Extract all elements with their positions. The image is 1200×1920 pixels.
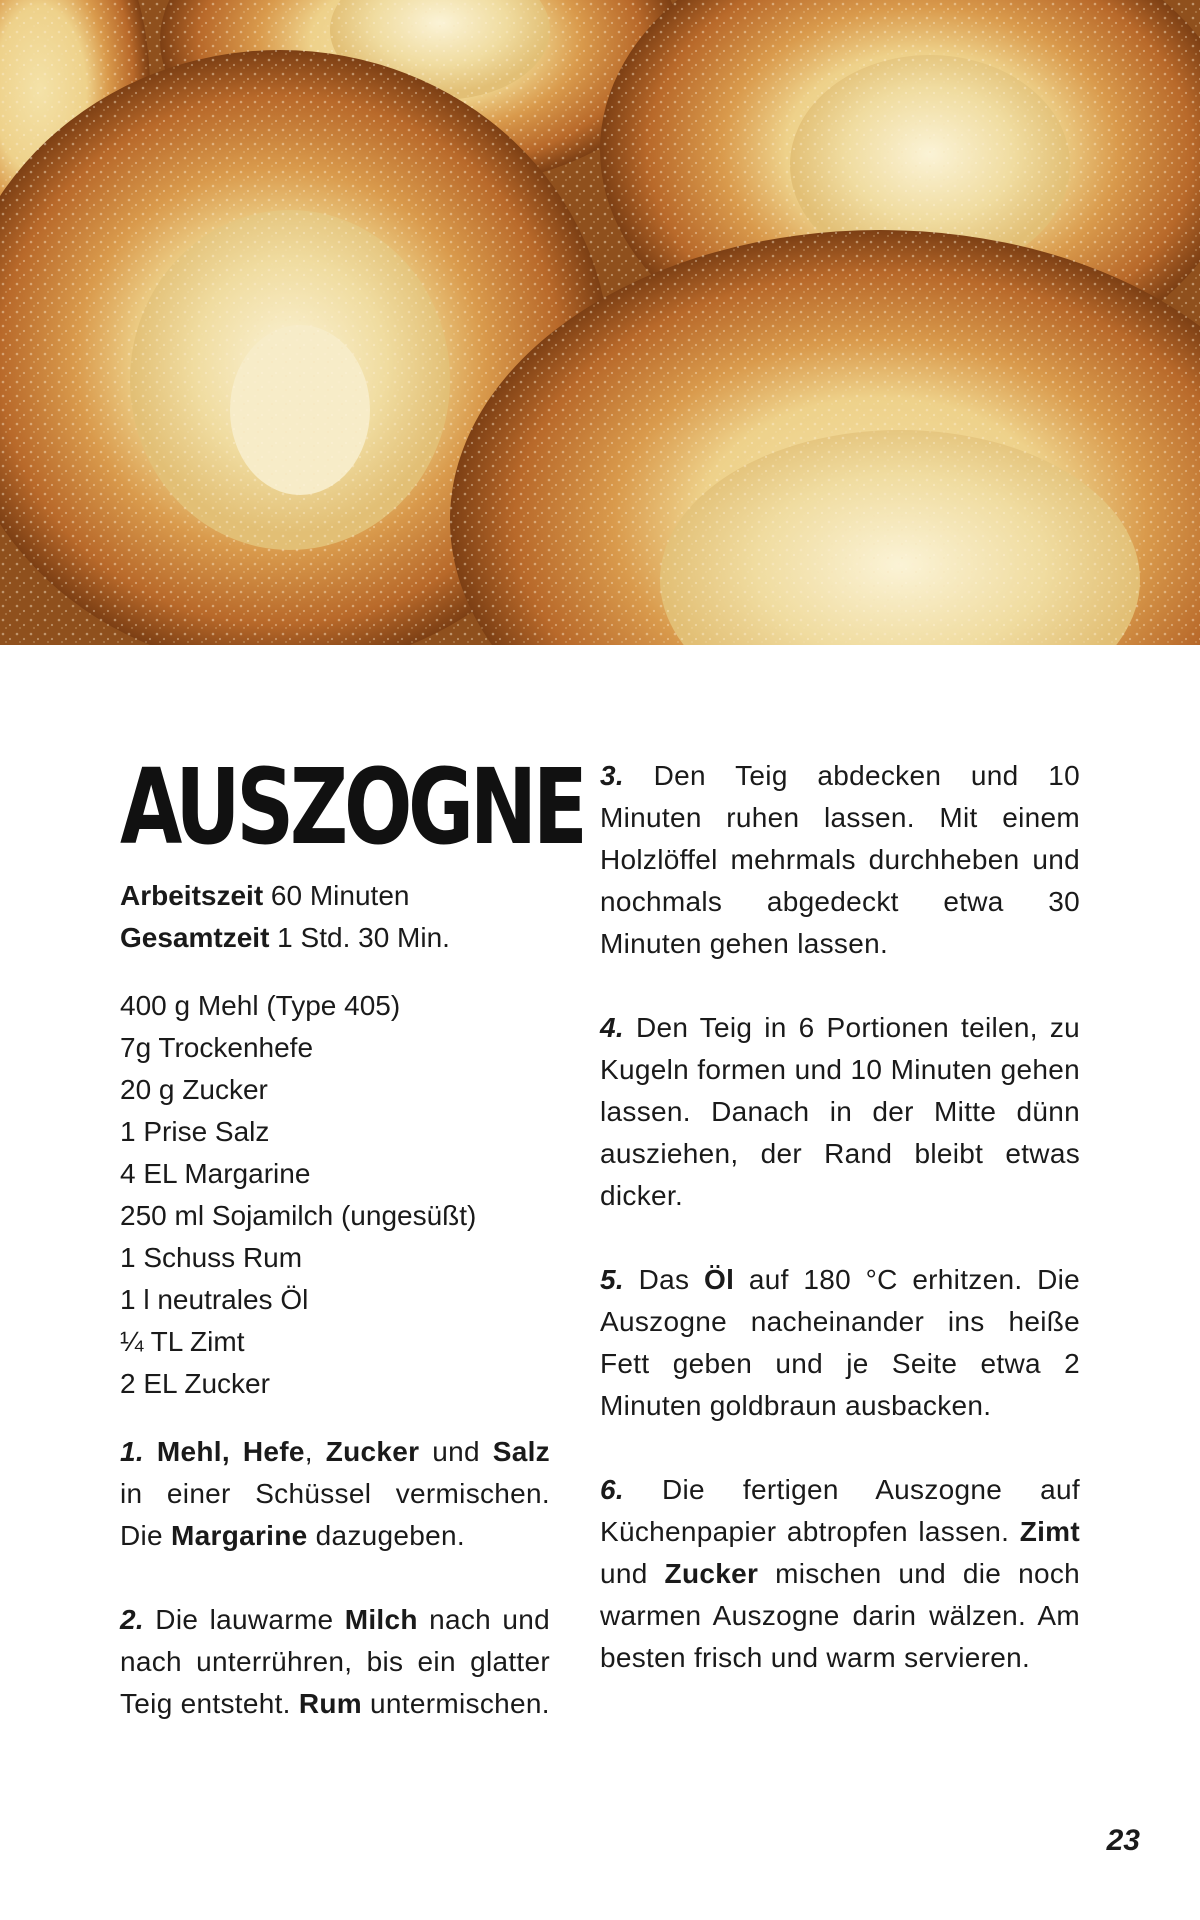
step-text: Den Teig abdecken und 10 Minuten ruhen lassen. Mit einem Holzlöffel mehrmals durchheben und nochmals abgedeckt etwa 30 Minuten gehen lassen. bbox=[600, 760, 1080, 959]
step-bold: Zucker bbox=[325, 1436, 420, 1467]
step-6 bbox=[600, 1469, 1080, 1679]
step-2 bbox=[120, 1599, 550, 1725]
ingredient-item: 1 Schuss Rum bbox=[120, 1242, 303, 1273]
step-text: Das bbox=[623, 1264, 704, 1295]
ingredient-item: ¼ TL Zimt bbox=[120, 1326, 245, 1357]
step-5 bbox=[600, 1259, 1080, 1427]
step-text: dazugeben. bbox=[307, 1520, 465, 1551]
work-time-label: Arbeitszeit bbox=[120, 880, 264, 911]
step-number: 5. bbox=[600, 1264, 624, 1295]
ingredient-item: 1 Prise Salz bbox=[120, 1116, 270, 1147]
ingredient-item: 400 g Mehl (Type 405) bbox=[120, 990, 401, 1021]
step-text: in einer Schüssel vermischen. Die bbox=[120, 1478, 550, 1551]
step-text: und bbox=[600, 1558, 665, 1589]
step-text: und bbox=[419, 1436, 493, 1467]
step-number: 3. bbox=[600, 760, 624, 791]
step-1 bbox=[120, 1431, 550, 1557]
pastry-illustration bbox=[0, 0, 1200, 645]
step-text: Den Teig in 6 Portionen teilen, zu Kugeln formen und 10 Minuten gehen lassen. Danach in der Mitte dünn ausziehen, der Rand bleibt etwas dicker. bbox=[600, 1012, 1080, 1211]
work-time-value: 60 Minuten bbox=[263, 880, 410, 911]
ingredient-item: 20 g Zucker bbox=[120, 1074, 268, 1105]
step-number: 2. bbox=[120, 1604, 144, 1635]
ingredient-item: 4 EL Margarine bbox=[120, 1158, 311, 1189]
recipe-photo bbox=[0, 0, 1200, 645]
step-bold: Öl bbox=[704, 1264, 735, 1295]
step-bold: Margarine bbox=[171, 1520, 308, 1551]
page-number: 23 bbox=[1106, 1824, 1140, 1857]
work-time bbox=[120, 875, 550, 917]
step-text: untermischen. bbox=[361, 1688, 550, 1719]
step-bold: Zucker bbox=[664, 1558, 759, 1589]
ingredient-list bbox=[120, 985, 550, 1405]
ingredient-item: 2 EL Zucker bbox=[120, 1368, 270, 1399]
total-time-value: 1 Std. 30 Min. bbox=[269, 922, 450, 953]
step-text: Die fertigen Auszogne auf Küchenpapier abtropfen lassen. bbox=[600, 1474, 1080, 1547]
left-column bbox=[120, 746, 584, 1725]
step-number: 4. bbox=[600, 1012, 624, 1043]
recipe-title: AUSZOGNE bbox=[120, 746, 584, 868]
step-number: 1. bbox=[120, 1436, 144, 1467]
step-text: nach und nach unterrühren, bis ein glatter Teig entsteht. bbox=[120, 1604, 550, 1719]
time-info bbox=[120, 875, 550, 959]
step-text: , bbox=[304, 1436, 326, 1467]
step-bold: Mehl, Hefe bbox=[156, 1436, 305, 1467]
ingredient-item: 7g Trockenhefe bbox=[120, 1032, 314, 1063]
right-column bbox=[600, 755, 1080, 1679]
step-bold: Rum bbox=[298, 1688, 362, 1719]
step-4 bbox=[600, 1007, 1080, 1217]
ingredient-item: 250 ml Sojamilch (ungesüßt) bbox=[120, 1200, 477, 1231]
step-text: auf 180 °C erhitzen. Die Auszogne nacheinander ins heiße Fett geben und je Seite etwa 2 Minuten goldbraun ausbacken. bbox=[600, 1264, 1080, 1421]
step-bold: Salz bbox=[492, 1436, 550, 1467]
ingredient-item: 1 l neutrales Öl bbox=[120, 1284, 309, 1315]
total-time-label: Gesamtzeit bbox=[120, 922, 270, 953]
step-number: 6. bbox=[600, 1474, 624, 1505]
total-time bbox=[120, 917, 550, 959]
step-text: Die lauwarme bbox=[143, 1604, 345, 1635]
step-text: mischen und die noch warmen Auszogne darin wälzen. Am besten frisch und warm servieren. bbox=[600, 1558, 1080, 1673]
step-3 bbox=[600, 755, 1080, 965]
step-bold: Milch bbox=[344, 1604, 418, 1635]
step-bold: Zimt bbox=[1019, 1516, 1080, 1547]
